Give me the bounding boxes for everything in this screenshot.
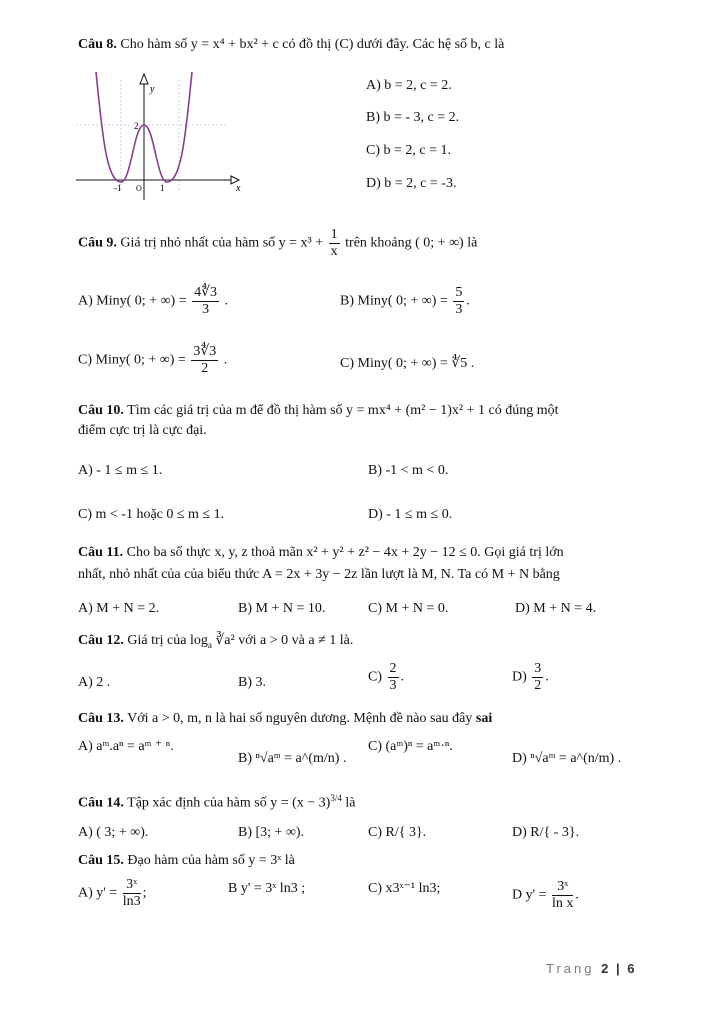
q10-option-a: A) - 1 ≤ m ≤ 1. bbox=[78, 463, 163, 478]
q8-text: Cho hàm số y = x⁴ + bx² + c có đồ thị (C) dưới đây. Các hệ số b, c là bbox=[120, 37, 505, 52]
q14-option-c: C) R/{ 3}. bbox=[368, 825, 427, 840]
q9-option-b-prefix: B) Miny( 0; + ∞) = bbox=[340, 293, 448, 309]
q14-label: Câu 14. bbox=[78, 795, 124, 811]
q14-text-before: Tập xác định của hàm số y = (x − 3) bbox=[127, 795, 331, 811]
q15-option-b: B y' = 3ˣ ln3 ; bbox=[228, 881, 306, 896]
q8-graph bbox=[76, 70, 246, 205]
q11-label: Câu 11. bbox=[78, 545, 124, 560]
q15-option-c: C) x3ˣ⁻¹ ln3; bbox=[368, 881, 441, 896]
q14-exponent: 3/4 bbox=[330, 793, 342, 803]
q11-line1: Cho ba số thực x, y, z thoả mãn x² + y² + z² − 4x + 2y − 12 ≤ 0. Gọi giá trị lớn bbox=[126, 545, 564, 560]
q9-option-a-fraction bbox=[192, 286, 219, 317]
q12-option-c-num: 2 bbox=[389, 661, 397, 676]
q8-x-label: x bbox=[236, 183, 241, 194]
q9-option-b-fraction bbox=[453, 286, 464, 317]
q10-option-c: C) m < -1 hoặc 0 ≤ m ≤ 1. bbox=[78, 507, 225, 522]
q13-emphasis: sai bbox=[475, 711, 493, 726]
q9-option-d-value: ∜5 . bbox=[451, 356, 475, 371]
q13-label: Câu 13. bbox=[78, 711, 124, 726]
q13-option-b: B) ⁿ√aᵐ = a^(m/n) . bbox=[238, 751, 347, 766]
footer-word: Trang bbox=[546, 961, 595, 976]
footer-page: 2 bbox=[601, 961, 610, 976]
q11-option-b: B) M + N = 10. bbox=[238, 601, 326, 616]
q14-option-d: D) R/{ - 3}. bbox=[512, 825, 580, 840]
q15-option-a-num: 3ˣ bbox=[123, 878, 141, 894]
q15-option-d-fraction bbox=[552, 880, 573, 911]
q10-stem-line1 bbox=[78, 404, 559, 418]
q14-option-a: A) ( 3; + ∞). bbox=[78, 825, 149, 840]
q14-stem bbox=[78, 794, 355, 811]
q15-option-a-den: ln3 bbox=[122, 894, 141, 909]
q15-option-d-suffix: . bbox=[575, 887, 579, 903]
q9-stem bbox=[78, 228, 477, 259]
q12-option-d-den: 2 bbox=[534, 678, 542, 693]
q13-option-a: A) aᵐ.aⁿ = aᵐ ⁺ ⁿ. bbox=[78, 739, 174, 754]
q12-option-c-den: 3 bbox=[389, 678, 397, 693]
q9-option-d bbox=[340, 357, 474, 371]
q8-stem bbox=[78, 38, 504, 52]
q10-label: Câu 10. bbox=[78, 403, 124, 418]
q12-option-c-prefix: C) bbox=[368, 669, 382, 685]
q12-option-d: D) $\frac{3}{2}$ . bbox=[512, 661, 549, 693]
q15-stem bbox=[78, 854, 295, 868]
q15-label: Câu 15. bbox=[78, 853, 124, 868]
q10-option-b: B) -1 < m < 0. bbox=[368, 463, 449, 478]
q11-stem-line1 bbox=[78, 546, 564, 560]
q9-label: Câu 9. bbox=[78, 235, 117, 251]
q15-option-d-prefix: D y' = bbox=[512, 887, 547, 903]
q15-option-a-suffix: ; bbox=[142, 885, 147, 901]
q9-option-c-fraction bbox=[191, 345, 218, 376]
q9-option-b-num: 5 bbox=[455, 285, 463, 300]
q12-text-before: Giá trị của log bbox=[127, 633, 208, 648]
q12-option-c-fraction bbox=[388, 662, 399, 693]
q9-option-c-den: 2 bbox=[201, 361, 209, 376]
q12-option-a: A) 2 . bbox=[78, 675, 111, 690]
q9-option-b-den: 3 bbox=[455, 302, 463, 317]
q11-option-d: D) M + N = 4. bbox=[515, 601, 597, 616]
q12-radical: ∛a² bbox=[215, 633, 235, 648]
q11-option-c: C) M + N = 0. bbox=[368, 601, 449, 616]
footer-total: 6 bbox=[627, 961, 636, 976]
q12-log-base: a bbox=[207, 639, 212, 650]
q8-tick-pos1: 1 bbox=[160, 183, 165, 193]
q12-option-b: B) 3. bbox=[238, 675, 266, 690]
q8-label: Câu 8. bbox=[78, 37, 117, 52]
q14-option-b: B) [3; + ∞). bbox=[238, 825, 305, 840]
footer-separator: | bbox=[615, 961, 621, 976]
q12-option-d-prefix: D) bbox=[512, 669, 527, 685]
q9-option-b: B) Miny( 0; + ∞) = $\frac{5}{3}$ . bbox=[340, 285, 470, 317]
q14-text-after: là bbox=[341, 795, 356, 811]
q9-option-a-prefix: A) Miny( 0; + ∞) = bbox=[78, 293, 187, 309]
q8-option-d: D) b = 2, c = -3. bbox=[366, 176, 457, 191]
q13-option-d: D) ⁿ√aᵐ = a^(n/m) . bbox=[512, 751, 622, 766]
q13-text: Với a > 0, m, n là hai số nguyên dương. Mệnh đề nào sau đây bbox=[127, 711, 473, 726]
q9-option-d-prefix: C) Miny( 0; + ∞) = bbox=[340, 356, 448, 371]
q15-text: Đạo hàm của hàm số y = 3ˣ là bbox=[127, 853, 295, 868]
q9-option-c: C) Miny( 0; + ∞) = $\frac{3∜3}{2}$ . bbox=[78, 344, 228, 376]
q12-option-c: C) $\frac{2}{3}$ . bbox=[368, 661, 404, 693]
q8-option-c: C) b = 2, c = 1. bbox=[366, 143, 452, 158]
q9-frac-den: x bbox=[330, 244, 338, 259]
q8-origin: O bbox=[136, 184, 142, 193]
q12-option-d-fraction bbox=[532, 662, 543, 693]
q9-option-c-prefix: C) Miny( 0; + ∞) = bbox=[78, 352, 186, 368]
q8-option-b: B) b = - 3, c = 2. bbox=[366, 110, 460, 125]
q13-option-c: C) (aᵐ)ⁿ = aᵐ·ⁿ. bbox=[368, 739, 453, 754]
q15-option-d-den: ln x bbox=[552, 896, 574, 911]
q15-option-d bbox=[512, 880, 579, 911]
q9-option-a-num: 4∜3 bbox=[194, 285, 218, 300]
q9-option-c-num: 3∜3 bbox=[193, 344, 217, 359]
q8-tick-y2: 2 bbox=[134, 121, 139, 131]
q12-option-d-num: 3 bbox=[534, 661, 542, 676]
q15-option-a bbox=[78, 878, 146, 909]
q15-option-a-fraction bbox=[123, 878, 141, 909]
q9-text-after: trên khoảng ( 0; + ∞) là bbox=[345, 235, 478, 251]
q9-text-before: Giá trị nhỏ nhất của hàm số y = x³ + bbox=[120, 235, 324, 251]
q12-stem bbox=[78, 634, 353, 650]
q11-line2: nhất, nhỏ nhất của của biểu thức A = 2x + 3y − 2z lần lượt là M, N. Ta có M + N bằng bbox=[78, 567, 560, 582]
q8-y-label: y bbox=[150, 84, 155, 95]
q12-text-after: với a > 0 và a ≠ 1 là. bbox=[238, 633, 354, 648]
q9-option-a: A) Miny( 0; + ∞) = $\frac{4∜3}{3}$ . bbox=[78, 285, 229, 317]
q15-option-d-num: 3ˣ bbox=[552, 880, 573, 896]
q11-option-a: A) M + N = 2. bbox=[78, 601, 160, 616]
q13-stem bbox=[78, 712, 492, 726]
q12-label: Câu 12. bbox=[78, 633, 124, 648]
q8-option-a: A) b = 2, c = 2. bbox=[366, 78, 452, 93]
q10-line1: Tìm các giá trị của m để đồ thị hàm số y = mx⁴ + (m² − 1)x² + 1 có đúng một bbox=[127, 403, 559, 418]
q10-line2: điểm cực trị là cực đại. bbox=[78, 423, 207, 438]
q9-fraction bbox=[329, 228, 340, 259]
q8-tick-neg1: -1 bbox=[114, 183, 122, 193]
q10-option-d: D) - 1 ≤ m ≤ 0. bbox=[368, 507, 453, 522]
q15-option-a-prefix: A) y' = bbox=[78, 885, 118, 901]
q9-frac-num: 1 bbox=[330, 227, 338, 242]
q8-y-arrow bbox=[140, 74, 148, 84]
q9-option-a-den: 3 bbox=[202, 302, 210, 317]
page-footer bbox=[546, 962, 635, 975]
